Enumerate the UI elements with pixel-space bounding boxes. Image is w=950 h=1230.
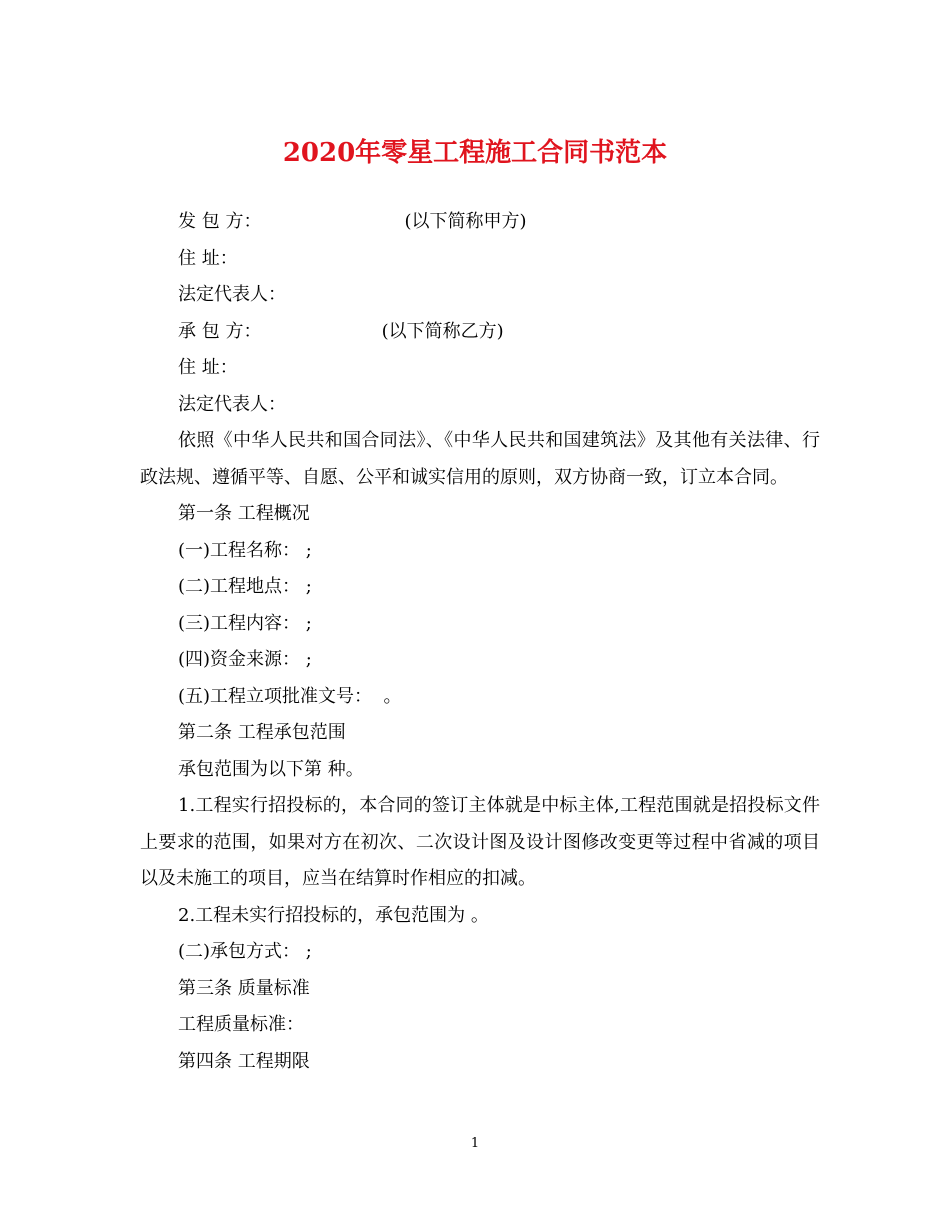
paragraph-employer: 发 包 方： (以下简称甲方) — [178, 211, 527, 232]
paragraph-contractor-representative: 法定代表人： — [178, 393, 286, 415]
document-title: 2020年零星工程施工合同书范本 — [282, 138, 668, 168]
document-body — [140, 204, 820, 1080]
paragraph-quality-standard: 工程质量标准： — [178, 1014, 304, 1035]
paragraph-scope-option: 承包范围为以下第 种。 — [178, 758, 364, 780]
paragraph-scope-untendered: 2.工程未实行招投标的，承包范围为 。 — [178, 904, 489, 926]
article-1-heading: 第一条 工程概况 — [178, 503, 310, 524]
paragraph-project-location: (二)工程地点： ; — [178, 576, 312, 597]
paragraph-project-name: (一)工程名称： ; — [178, 539, 312, 561]
article-2-heading: 第二条 工程承包范围 — [178, 722, 346, 743]
paragraph-project-content: (三)工程内容： ; — [178, 612, 312, 634]
paragraph-contractor: 承 包 方： (以下简称乙方) — [178, 320, 504, 342]
paragraph-employer-address: 住 址： — [178, 247, 238, 269]
article-3-heading: 第三条 质量标准 — [178, 977, 310, 999]
paragraph-preamble: 依照《中华人民共和国合同法》、《中华人民共和国建筑法》及其他有关法律、行政法规、遵循平等、自愿、公平和诚实信用的原则，双方协商一致，订立本合同。 — [140, 430, 820, 488]
paragraph-approval-number: (五)工程立项批准文号： 。 — [178, 685, 402, 707]
paragraph-scope-tendered: 1.工程实行招投标的，本合同的签订主体就是中标主体,工程范围就是招投标文件上要求的范围，如果对方在初次、二次设计图及设计图修改变更等过程中省减的项目以及未施工的项目，应当在结算时作相应的扣减。 — [140, 795, 820, 889]
article-4-heading: 第四条 工程期限 — [178, 1050, 310, 1072]
paragraph-contract-method: (二)承包方式： ; — [178, 941, 312, 962]
paragraph-funding-source: (四)资金来源： ; — [178, 649, 312, 670]
page-number: 1 — [470, 1136, 480, 1151]
paragraph-contractor-address: 住 址： — [178, 357, 238, 378]
paragraph-employer-representative: 法定代表人： — [178, 284, 286, 305]
